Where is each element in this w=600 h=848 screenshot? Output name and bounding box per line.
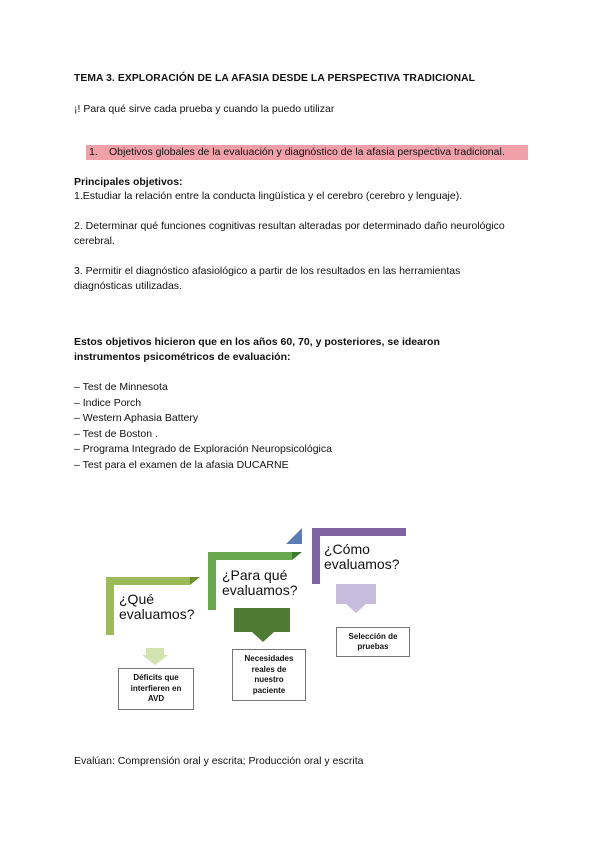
step2-box-line1: Necesidades — [244, 654, 294, 663]
step3-result-box — [336, 627, 410, 657]
step3-title-line2: evaluamos? — [324, 556, 400, 572]
list-item: – Test de Minnesota — [74, 381, 168, 393]
step3-title-line1: ¿Cómo — [324, 541, 370, 557]
step3-arrow-stem — [336, 584, 376, 604]
footer-text: Evalúan: Comprensión oral y escrita; Producción oral y escrita — [74, 755, 364, 767]
step1-result-box — [118, 668, 194, 710]
step3-box-line1: Selección de — [348, 631, 398, 641]
step1-arrow-stem — [146, 648, 164, 655]
step1-box-line1: Déficits que — [133, 673, 179, 683]
objective-3-line1: 3. Permitir el diagnóstico afasiológico a partir de los resultados en las herramientas — [74, 265, 461, 277]
step2-horizontal-bar — [208, 552, 292, 560]
page-title: TEMA 3. EXPLORACIÓN DE LA AFASIA DESDE LA PERSPECTIVA TRADICIONAL — [74, 73, 476, 84]
step2-title-line1: ¿Para qué — [222, 567, 288, 583]
step1-box-line3: AVD — [147, 694, 165, 704]
step3-horizontal-bar — [312, 528, 406, 536]
step2-box-line3: nuestro — [254, 675, 284, 684]
highlighted-heading — [89, 146, 505, 158]
step3-box-line2: pruebas — [357, 642, 389, 651]
step1-vertical-bar — [106, 577, 114, 635]
list-item: – Test de Boston . — [74, 427, 158, 440]
heading-text: Objetivos globales de la evaluación y diagnóstico de la afasia perspectiva tradicional. — [109, 146, 505, 158]
step2-title-line2: evaluamos? — [222, 582, 298, 598]
step2-vertical-bar — [208, 552, 216, 610]
step3-corner-icon — [286, 528, 302, 544]
step1-horizontal-bar — [106, 577, 190, 585]
intro-text: ¡! Para qué sirve cada prueba y cuando la puedo utilizar — [74, 103, 335, 115]
list-item: – Test para el examen de la afasia DUCARNE — [74, 458, 289, 471]
heading-number: 1. — [89, 146, 98, 158]
objective-1: 1.Estudiar la relación entre la conducta lingüística y el cerebro (cerebro y lenguaje). — [74, 190, 463, 202]
step1-title — [119, 592, 195, 622]
objective-2 — [74, 219, 544, 249]
step1-down-arrow-icon — [142, 655, 168, 665]
step2-box-line4: paciente — [252, 685, 286, 695]
step1-title-line1: ¿Qué — [119, 591, 155, 607]
step3-title — [324, 542, 400, 572]
objective-3 — [74, 264, 544, 294]
list-item: – Programa Integrado de Exploración Neuropsicológica — [74, 443, 332, 455]
objective-2-line1: 2. Determinar qué funciones cognitivas resultan alteradas por determinado daño neurológico — [74, 220, 505, 232]
list-item: – Indice Porch — [74, 396, 142, 409]
step2-arrow-stem — [234, 608, 290, 632]
step2-result-box — [232, 649, 306, 701]
instruments-heading — [74, 335, 494, 365]
step1-title-line2: evaluamos? — [119, 606, 195, 622]
step3-vertical-bar — [312, 528, 320, 584]
objective-3-line2: diagnósticas utilizadas. — [74, 280, 182, 292]
objectives-heading: Principales objetivos: — [74, 176, 183, 188]
instruments-list — [74, 380, 332, 473]
step2-corner-icon — [292, 552, 302, 560]
instruments-heading-line2: instrumentos psicométricos de evaluación: — [74, 351, 291, 363]
step2-down-arrow-icon — [252, 632, 274, 642]
step1-box-line2: interfieren en — [130, 683, 182, 693]
instruments-heading-line1: Estos objetivos hicieron que en los años 60, 70, y posteriores, se idearon — [74, 336, 440, 348]
objective-2-line2: cerebral. — [74, 235, 115, 247]
list-item: – Western Aphasia Battery — [74, 412, 199, 424]
step2-box-line2: reales de — [251, 664, 287, 674]
step3-down-arrow-icon — [346, 604, 366, 613]
step1-corner-icon — [190, 577, 200, 585]
step2-title — [222, 568, 298, 598]
